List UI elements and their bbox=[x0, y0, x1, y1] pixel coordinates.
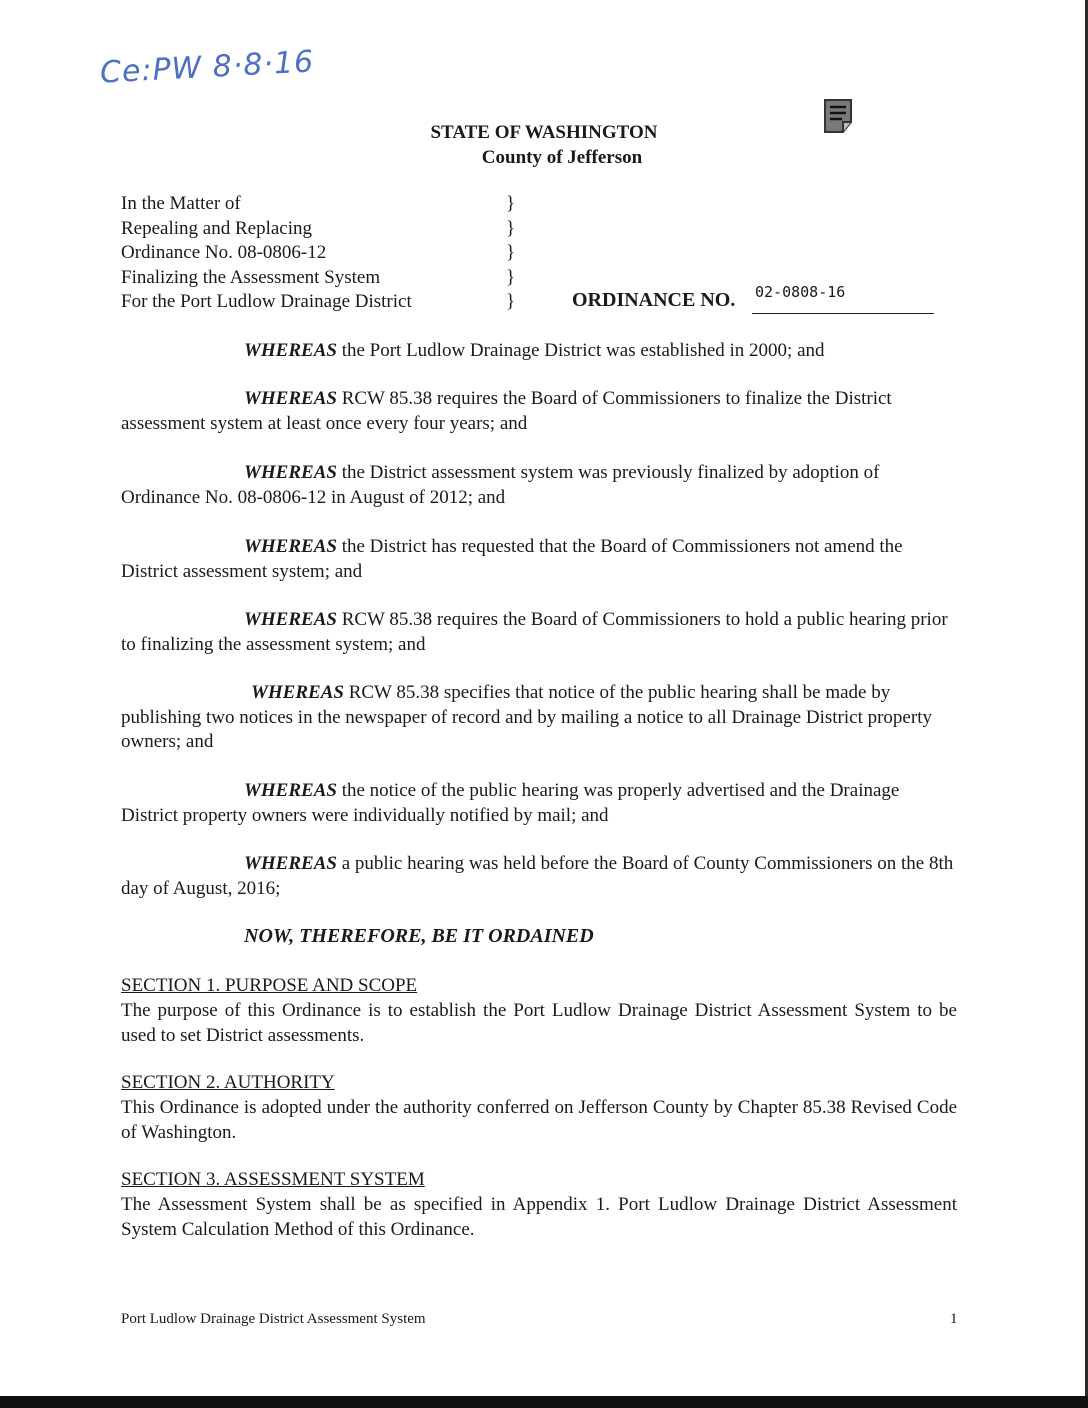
whereas-clause bbox=[121, 387, 961, 436]
whereas-lead: WHEREAS bbox=[244, 388, 337, 409]
matter-caption bbox=[121, 192, 412, 315]
brace: } bbox=[506, 217, 516, 239]
section-body: The purpose of this Ordinance is to establish the Port Ludlow Drainage District Assessment System to be used to set District assessments. bbox=[121, 1000, 957, 1046]
whereas-lead: WHEREAS bbox=[251, 682, 344, 703]
ordinance-label: ORDINANCE NO. bbox=[572, 289, 736, 311]
footer-title: Port Ludlow Drainage District Assessment System bbox=[121, 1311, 426, 1327]
whereas-text: the District assessment system was previously finalized by adoption of Ordinance No. 08-0806-12 in August of 2012; and bbox=[121, 462, 880, 508]
whereas-lead: WHEREAS bbox=[244, 340, 337, 361]
state-title: STATE OF WASHINGTON bbox=[430, 122, 658, 143]
brace: } bbox=[506, 291, 516, 312]
county-title: County of Jefferson bbox=[481, 147, 643, 168]
document-header bbox=[0, 120, 1088, 170]
caption-line: In the Matter of bbox=[121, 193, 241, 214]
caption-line: Repealing and Replacing bbox=[121, 217, 312, 239]
whereas-clause bbox=[121, 535, 961, 584]
section-body: The Assessment System shall be as specified in Appendix 1. Port Ludlow Drainage District Assessment System Calculation Method of this Ordinance. bbox=[121, 1194, 957, 1240]
whereas-lead: WHEREAS bbox=[244, 462, 337, 483]
brace: } bbox=[506, 193, 516, 214]
section-body: This Ordinance is adopted under the authority conferred on Jefferson County by Chapter 85.38 Revised Code of Washington. bbox=[121, 1097, 957, 1143]
whereas-text: RCW 85.38 requires the Board of Commissioners to hold a public hearing prior to finalizing the assessment system; and bbox=[121, 609, 948, 655]
whereas-text: RCW 85.38 requires the Board of Commissioners to finalize the District assessment system at least once every four years; and bbox=[121, 388, 892, 434]
whereas-text: the Port Ludlow Drainage District was established in 2000; and bbox=[336, 340, 825, 361]
page-number: 1 bbox=[950, 1311, 958, 1327]
section-heading: SECTION 3. ASSESSMENT SYSTEM bbox=[121, 1169, 425, 1190]
section-heading: SECTION 1. PURPOSE AND SCOPE bbox=[121, 975, 418, 996]
section-heading: SECTION 2. AUTHORITY bbox=[121, 1072, 335, 1093]
whereas-clause bbox=[121, 779, 961, 828]
ordained-heading: NOW, THEREFORE, BE IT ORDAINED bbox=[244, 925, 594, 947]
caption-line: For the Port Ludlow Drainage District bbox=[121, 291, 412, 312]
ordinance-number: 02-0808-16 bbox=[755, 283, 846, 301]
whereas-text: the notice of the public hearing was properly advertised and the Drainage District property owners were individually notified by mail; and bbox=[121, 780, 900, 826]
scan-bottom-bar bbox=[0, 1396, 1088, 1408]
whereas-lead: WHEREAS bbox=[244, 536, 337, 557]
whereas-lead: WHEREAS bbox=[244, 780, 337, 801]
brace: } bbox=[506, 266, 516, 288]
caption-line: Finalizing the Assessment System bbox=[121, 266, 381, 288]
whereas-lead: WHEREAS bbox=[244, 609, 337, 630]
handwritten-annotation: Ce:PW 8·8·16 bbox=[99, 44, 316, 91]
whereas-clause bbox=[121, 608, 961, 657]
whereas-text: a public hearing was held before the Board of County Commissioners on the 8th day of August, 2016; bbox=[121, 853, 954, 899]
whereas-clause bbox=[121, 852, 961, 901]
whereas-text: the District has requested that the Board of Commissioners not amend the District assessment system; and bbox=[121, 536, 903, 582]
whereas-clause bbox=[121, 461, 961, 510]
whereas-text: RCW 85.38 specifies that notice of the public hearing shall be made by publishing two notices in the newspaper of record and by mailing a notice to all Drainage District property owners; and bbox=[121, 682, 932, 752]
whereas-clause bbox=[121, 339, 961, 364]
ordinance-number-line bbox=[752, 313, 934, 314]
brace: } bbox=[506, 242, 516, 263]
caption-line: Ordinance No. 08-0806-12 bbox=[121, 242, 327, 263]
whereas-lead: WHEREAS bbox=[244, 853, 337, 874]
caption-braces bbox=[506, 192, 515, 315]
whereas-clause bbox=[121, 681, 961, 755]
